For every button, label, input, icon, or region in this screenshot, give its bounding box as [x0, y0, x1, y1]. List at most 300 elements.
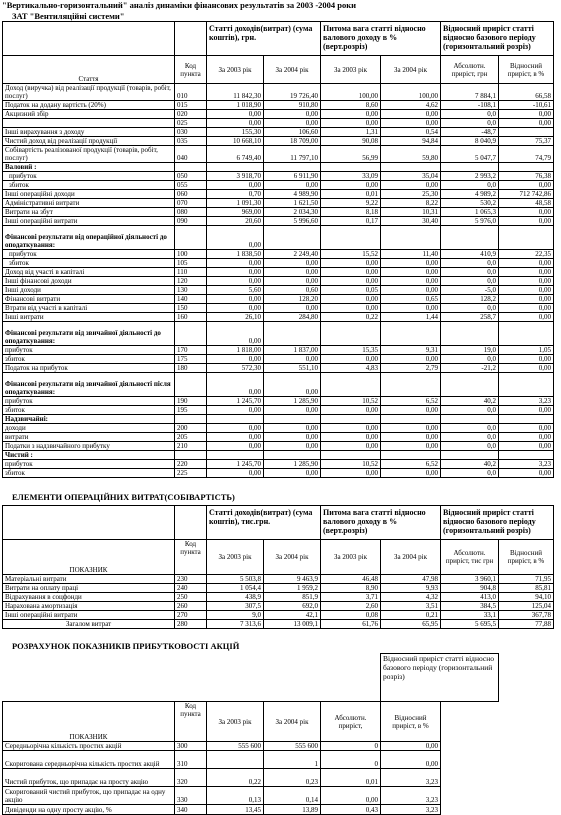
row-code: 195 — [175, 406, 207, 415]
table-row — [3, 460, 554, 469]
row-value: 0,17 — [321, 217, 381, 226]
row-label: Валовий : — [3, 163, 175, 172]
row-value: 0,00 — [264, 373, 321, 397]
col-2004-share-header: За 2004 рік — [381, 56, 441, 84]
company-name: ЗАТ "Вентиляційні системи" — [12, 11, 125, 21]
row-label: збиток — [3, 355, 175, 364]
row-label: Загалом витрат — [3, 620, 175, 629]
row-code: 205 — [175, 433, 207, 442]
row-value — [381, 163, 441, 172]
row-value: 0,65 — [381, 295, 441, 304]
row-value: 9,0 — [207, 611, 264, 620]
row-value: -21,2 — [441, 364, 499, 373]
row-value: 0,21 — [381, 611, 441, 620]
row-value: 0,00 — [499, 208, 554, 217]
row-value: 13 009,1 — [264, 620, 321, 629]
row-label: прибуток — [3, 460, 175, 469]
table-row — [3, 769, 554, 787]
row-value: 0,00 — [321, 110, 381, 119]
row-value: -10,61 — [499, 101, 554, 110]
row-code: 070 — [175, 199, 207, 208]
table-row — [3, 199, 554, 208]
table-row — [3, 110, 554, 119]
row-value: 22,35 — [499, 250, 554, 259]
row-value: 3,23 — [499, 460, 554, 469]
row-value: 94,10 — [499, 593, 554, 602]
row-code: 280 — [175, 620, 207, 629]
section-title-operating-costs: ЕЛЕМЕНТИ ОПЕРАЦІЙНИХ ВИТРАТ(СОБІВАРТІСТЬ) — [12, 492, 235, 502]
t3-col-pokaznyk-header: ПОКАЗНИК — [3, 702, 175, 742]
row-code: 035 — [175, 137, 207, 146]
table-row — [3, 84, 554, 101]
row-code: 230 — [175, 575, 207, 584]
row-code: 040 — [175, 146, 207, 163]
row-value: 1 285,90 — [264, 397, 321, 406]
row-value — [441, 163, 499, 172]
row-value: 1 018,90 — [207, 101, 264, 110]
row-value: 0,0 — [441, 424, 499, 433]
row-label: збиток — [3, 181, 175, 190]
row-label: Податки з надзвичайного прибутку — [3, 442, 175, 451]
row-value: 6 911,90 — [264, 172, 321, 181]
row-value: 572,30 — [207, 364, 264, 373]
row-code: 270 — [175, 611, 207, 620]
row-value: 0,00 — [207, 277, 264, 286]
row-value: 0,22 — [321, 313, 381, 322]
row-value: 2 249,40 — [264, 250, 321, 259]
row-value: 555 600 — [264, 742, 321, 751]
row-value: 8,60 — [321, 101, 381, 110]
row-value: 0,00 — [499, 217, 554, 226]
row-code: 200 — [175, 424, 207, 433]
row-label: Інші операційні витрати — [3, 217, 175, 226]
row-label: Чистий доход від реалізації продукції — [3, 137, 175, 146]
row-value: 40,2 — [441, 397, 499, 406]
row-value: 0,00 — [381, 751, 441, 769]
t2-col-pokaznyk-header: ПОКАЗНИК — [3, 540, 175, 575]
row-value: -108,1 — [441, 101, 499, 110]
row-code: 340 — [175, 805, 207, 815]
table-row — [3, 742, 554, 751]
row-value: 0,00 — [264, 406, 321, 415]
row-value: 46,48 — [321, 575, 381, 584]
row-value: 33,09 — [321, 172, 381, 181]
row-code: 175 — [175, 355, 207, 364]
row-value: 0,00 — [264, 110, 321, 119]
row-value: 8,18 — [321, 208, 381, 217]
row-value: 11 842,30 — [207, 84, 264, 101]
row-value: 0,00 — [207, 304, 264, 313]
row-value: 7 884,1 — [441, 84, 499, 101]
row-value: 0,70 — [207, 190, 264, 199]
table-row — [3, 355, 554, 364]
row-code: 080 — [175, 208, 207, 217]
row-label: Доход від участі в капіталі — [3, 268, 175, 277]
row-value: 100,00 — [381, 84, 441, 101]
row-code: 190 — [175, 397, 207, 406]
row-code: 150 — [175, 304, 207, 313]
table-row — [3, 415, 554, 424]
row-value: 1 285,90 — [264, 460, 321, 469]
row-value: 0,00 — [321, 406, 381, 415]
row-value: 1 837,00 — [264, 346, 321, 355]
table-row — [3, 611, 554, 620]
row-label: прибуток — [3, 172, 175, 181]
row-value: 125,04 — [499, 602, 554, 611]
row-value: 13,45 — [207, 805, 264, 815]
table-row — [3, 208, 554, 217]
table-row — [3, 406, 554, 415]
page-title: "Вертикально-горизонтальний" аналіз динаміки фінансових результатів за 2003 -2004 роки — [2, 0, 357, 10]
row-label: Відрахування в соцфонди — [3, 593, 175, 602]
row-value: 0,00 — [499, 110, 554, 119]
row-value: 0,0 — [441, 406, 499, 415]
row-value: 1 054,4 — [207, 584, 264, 593]
row-label: Інші витрати — [3, 313, 175, 322]
row-value: 100,00 — [321, 84, 381, 101]
row-value: 2,79 — [381, 364, 441, 373]
row-value: 0,00 — [207, 295, 264, 304]
row-value: 9,31 — [381, 346, 441, 355]
table-row — [3, 584, 554, 593]
t2-col-abs-header: Абсолютн. приріст, тис грн — [441, 540, 499, 575]
row-value — [441, 451, 499, 460]
table-row — [3, 751, 554, 769]
row-value: 0,00 — [381, 355, 441, 364]
row-value: 65,95 — [381, 620, 441, 629]
row-value: 71,95 — [499, 575, 554, 584]
row-value: 1 091,30 — [207, 199, 264, 208]
row-label: Надзвичайні: — [3, 415, 175, 424]
t2-col-2003-share-header: За 2003 рік — [321, 540, 381, 575]
row-label: збиток — [3, 259, 175, 268]
col-2003-share-header: За 2003 рік — [321, 56, 381, 84]
table-row — [3, 442, 554, 451]
row-value: 0,00 — [207, 181, 264, 190]
row-value: 367,78 — [499, 611, 554, 620]
row-label: Собівартість реалізованої продукції (товарів, робіт, послуг) — [3, 146, 175, 163]
row-value: 0,00 — [321, 355, 381, 364]
row-value: 0,00 — [381, 259, 441, 268]
row-value — [321, 322, 381, 346]
table-row — [3, 226, 554, 250]
row-code: 060 — [175, 190, 207, 199]
t3-col-abs-header: Абсолютн. приріст, — [321, 702, 381, 742]
row-value: 0,00 — [381, 181, 441, 190]
row-label — [3, 119, 175, 128]
row-code: 090 — [175, 217, 207, 226]
row-code: 330 — [175, 787, 207, 805]
row-value: 7 313,6 — [207, 620, 264, 629]
row-code — [175, 415, 207, 424]
financial-results-table — [2, 21, 554, 478]
row-value: 0,00 — [207, 322, 264, 346]
table-row — [3, 313, 554, 322]
table-row — [3, 593, 554, 602]
row-label: Витрати на оплату праці — [3, 584, 175, 593]
row-value — [207, 163, 264, 172]
row-value: 5 695,5 — [441, 620, 499, 629]
row-label: Середньорічна кількість простих акцій — [3, 742, 175, 751]
row-value: 0,0 — [441, 259, 499, 268]
row-value: 0,00 — [381, 433, 441, 442]
row-code: 225 — [175, 469, 207, 478]
share-profitability-table — [2, 653, 554, 815]
row-value: 0,00 — [381, 286, 441, 295]
row-value: 555 600 — [207, 742, 264, 751]
row-value: 1 065,3 — [441, 208, 499, 217]
row-label: Інші операційні доходи — [3, 190, 175, 199]
row-value: 904,8 — [441, 584, 499, 593]
row-value: 910,80 — [264, 101, 321, 110]
row-value — [381, 322, 441, 346]
row-value: 8,22 — [381, 199, 441, 208]
table-row — [3, 620, 554, 629]
row-value — [381, 451, 441, 460]
row-value: 0,0 — [441, 181, 499, 190]
row-value: 0,00 — [207, 259, 264, 268]
row-value: 2,60 — [321, 602, 381, 611]
row-value: 155,30 — [207, 128, 264, 137]
row-code: 300 — [175, 742, 207, 751]
row-value: 6,52 — [381, 397, 441, 406]
t3-col-2003-header: За 2003 рік — [207, 702, 264, 742]
row-value: 0,00 — [321, 787, 381, 805]
row-value: 61,76 — [321, 620, 381, 629]
row-value: 0,00 — [321, 304, 381, 313]
row-value: 1,44 — [381, 313, 441, 322]
row-label: Доход (виручка) від реалізації продукції (товарів, робіт, послуг) — [3, 84, 175, 101]
table-row — [3, 322, 554, 346]
row-value: 1,05 — [499, 346, 554, 355]
col-2003-header: За 2003 рік — [207, 56, 264, 84]
row-code: 170 — [175, 346, 207, 355]
row-value — [499, 163, 554, 172]
row-value: 128,20 — [264, 295, 321, 304]
row-value — [321, 373, 381, 397]
row-value: 0,00 — [207, 442, 264, 451]
row-label: витрати — [3, 433, 175, 442]
row-code: 050 — [175, 172, 207, 181]
row-value: 4 989,2 — [441, 190, 499, 199]
row-value: 0,00 — [321, 259, 381, 268]
row-value: 75,37 — [499, 137, 554, 146]
row-value: 94,84 — [381, 137, 441, 146]
row-value: 0,00 — [381, 469, 441, 478]
row-value: 0,00 — [207, 433, 264, 442]
row-value: 0,00 — [264, 304, 321, 313]
row-value: 0,00 — [499, 433, 554, 442]
col-rel-header: Відносний приріст, в % — [499, 56, 554, 84]
row-value: 851,9 — [264, 593, 321, 602]
row-code — [175, 322, 207, 346]
row-value: 0,00 — [499, 181, 554, 190]
row-value — [264, 415, 321, 424]
row-code: 250 — [175, 593, 207, 602]
row-value: 9,22 — [321, 199, 381, 208]
col-abs-header: Абсолютн. приріст, грн — [441, 56, 499, 84]
row-value: 0,00 — [321, 181, 381, 190]
row-value: 40,2 — [441, 460, 499, 469]
row-label: Фінансові результати від звичайної діяльності до оподаткування: — [3, 322, 175, 346]
row-label: збиток — [3, 469, 175, 478]
row-value — [499, 128, 554, 137]
col-income-header: Статті доходів(витрат) (сума коштів), грн. — [207, 22, 321, 56]
row-value: 0,00 — [264, 277, 321, 286]
row-value: 0,00 — [499, 313, 554, 322]
table-row — [3, 346, 554, 355]
t2-col-2004-share-header: За 2004 рік — [381, 540, 441, 575]
row-value: 0,00 — [499, 442, 554, 451]
row-value — [381, 415, 441, 424]
t3-col-code-header: Код пункта — [175, 702, 207, 742]
row-value: 0,00 — [321, 268, 381, 277]
row-code: 180 — [175, 364, 207, 373]
row-label: Витрати на збут — [3, 208, 175, 217]
row-value: 0,00 — [381, 406, 441, 415]
row-value: 42,1 — [264, 611, 321, 620]
row-value — [441, 226, 499, 250]
row-value: 26,10 — [207, 313, 264, 322]
row-value: 0,00 — [207, 268, 264, 277]
table-row — [3, 451, 554, 460]
t2-col-2004-header: За 2004 рік — [264, 540, 321, 575]
row-value: 0,00 — [207, 119, 264, 128]
table-row — [3, 172, 554, 181]
row-code: 105 — [175, 259, 207, 268]
row-code: 310 — [175, 751, 207, 769]
row-value: 35,04 — [381, 172, 441, 181]
table-row — [3, 304, 554, 313]
row-value: 3,23 — [381, 805, 441, 815]
table-row — [3, 190, 554, 199]
row-value: 0,00 — [207, 424, 264, 433]
row-value: 0 — [321, 742, 381, 751]
row-value: 76,38 — [499, 172, 554, 181]
row-value: 0,00 — [321, 433, 381, 442]
row-label: Матеріальні витрати — [3, 575, 175, 584]
row-value: 0,00 — [381, 277, 441, 286]
row-value: 1 838,50 — [207, 250, 264, 259]
table-row — [3, 268, 554, 277]
row-value: 1 — [264, 751, 321, 769]
row-value: 20,60 — [207, 217, 264, 226]
table-row — [3, 181, 554, 190]
row-value: 1 959,2 — [264, 584, 321, 593]
row-value: 0,01 — [321, 769, 381, 787]
row-value: 0,00 — [381, 268, 441, 277]
row-value: 3,23 — [381, 787, 441, 805]
row-value: 10,52 — [321, 397, 381, 406]
row-value: 0,43 — [321, 805, 381, 815]
row-value: 4 989,90 — [264, 190, 321, 199]
row-value: 0,54 — [381, 128, 441, 137]
t2-col-code-header: Код пункта — [175, 540, 207, 575]
row-value: 0,00 — [264, 119, 321, 128]
section-title-share-profitability: РОЗРАХУНОК ПОКАЗНИКІВ ПРИБУТКОВОСТІ АКЦІЙ — [12, 641, 240, 651]
row-value — [264, 322, 321, 346]
table-row — [3, 397, 554, 406]
row-value: 2 993,2 — [441, 172, 499, 181]
row-label: Дивіденди на одну просту акцію, % — [3, 805, 175, 815]
row-value: 0,60 — [264, 286, 321, 295]
row-label: Фінансові результати від операційної діяльності до оподаткування: — [3, 226, 175, 250]
row-value — [264, 451, 321, 460]
row-value: 33,1 — [441, 611, 499, 620]
row-value — [207, 415, 264, 424]
row-code: 140 — [175, 295, 207, 304]
table-row — [3, 602, 554, 611]
col-code-header: Код пункта — [175, 56, 207, 84]
row-value: 0,00 — [499, 268, 554, 277]
row-value: 0,00 — [499, 295, 554, 304]
row-value: 10,52 — [321, 460, 381, 469]
row-value — [207, 451, 264, 460]
row-value: 19,0 — [441, 346, 499, 355]
row-value: 9 463,9 — [264, 575, 321, 584]
row-value: 0,00 — [264, 433, 321, 442]
row-value — [207, 751, 264, 769]
t3-col-growth-header: Відносний приріст статті відносно базового періоду (горизонтальний розріз) — [381, 654, 499, 702]
row-value: 0,00 — [207, 226, 264, 250]
row-value: 0,00 — [381, 110, 441, 119]
row-value: 0,00 — [381, 742, 441, 751]
row-value: 0,14 — [264, 787, 321, 805]
row-value: 1 621,50 — [264, 199, 321, 208]
table-row — [3, 119, 554, 128]
row-value — [264, 163, 321, 172]
row-label: Адміністративні витрати — [3, 199, 175, 208]
table-row — [3, 146, 554, 163]
row-value: 19 726,40 — [264, 84, 321, 101]
row-value: 0,08 — [321, 611, 381, 620]
row-value: 0,01 — [321, 190, 381, 199]
row-value: 128,2 — [441, 295, 499, 304]
row-value: 3,23 — [381, 769, 441, 787]
row-value: 0,00 — [321, 119, 381, 128]
row-value — [321, 451, 381, 460]
row-value: 11,40 — [381, 250, 441, 259]
row-value: 712 742,86 — [499, 190, 554, 199]
row-value: 0,0 — [441, 469, 499, 478]
row-value: 0,00 — [499, 406, 554, 415]
row-value: 0,00 — [499, 469, 554, 478]
row-label: Фінансові витрати — [3, 295, 175, 304]
row-value: 410,9 — [441, 250, 499, 259]
row-value — [441, 415, 499, 424]
row-value: 0,00 — [207, 469, 264, 478]
row-value — [321, 163, 381, 172]
row-label: Інші операційні витрати — [3, 611, 175, 620]
row-value: 1,31 — [321, 128, 381, 137]
row-value: 4,32 — [381, 593, 441, 602]
table-row — [3, 163, 554, 172]
row-value: 0,00 — [264, 442, 321, 451]
row-value: 0,00 — [264, 259, 321, 268]
row-label: Скоригований чистий прибуток, що припадає на одну акцію — [3, 787, 175, 805]
row-code: 260 — [175, 602, 207, 611]
table-row — [3, 101, 554, 110]
row-value: 0,0 — [441, 355, 499, 364]
row-label: Чистий прибуток, що припадає на просту акцію — [3, 769, 175, 787]
row-code: 320 — [175, 769, 207, 787]
row-value: 15,35 — [321, 346, 381, 355]
row-value: 384,5 — [441, 602, 499, 611]
row-value: 3,71 — [321, 593, 381, 602]
row-value: 66,58 — [499, 84, 554, 101]
row-value: 0,00 — [264, 355, 321, 364]
row-value: 1 818,00 — [207, 346, 264, 355]
